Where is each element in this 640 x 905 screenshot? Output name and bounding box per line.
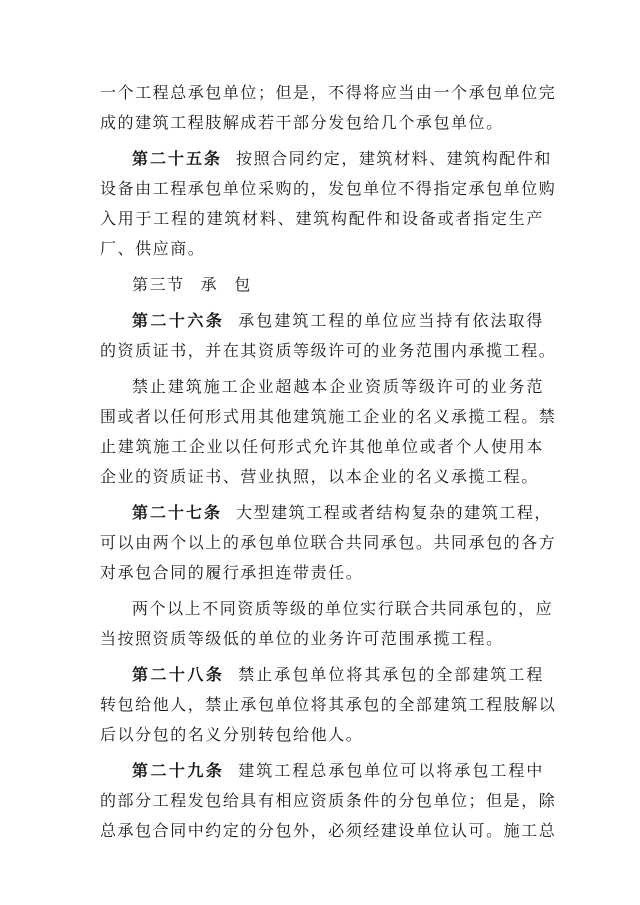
text-line: 对承包合同的履行承担连带责任。 (100, 563, 364, 582)
section-heading (100, 270, 544, 300)
text-line: 禁止承包单位将其承包的全部建筑工程 (238, 665, 544, 684)
article-25 (100, 144, 557, 264)
text-line: 按照合同约定，建筑材料、建筑构配件和 (236, 149, 552, 168)
text-line: 一个工程总承包单位；但是，不得将应当由一个承包单位完 (100, 83, 557, 102)
article-number: 第二十五条 (132, 149, 223, 168)
document-page (100, 78, 557, 846)
text-line: 止建筑施工企业以任何形式允许其他单位或者个人使用本 (100, 437, 544, 456)
text-line: 厂、供应商。 (100, 239, 206, 258)
article-26 (100, 306, 557, 366)
text-line: 两个以上不同资质等级的单位实行联合共同承包的，应 (132, 599, 554, 618)
text-line: 禁止建筑施工企业超越本企业资质等级许可的业务范 (132, 377, 544, 396)
text-line: 总承包合同中约定的分包外，必须经建设单位认可。施工总 (100, 821, 557, 840)
text-line: 可以由两个以上的承包单位联合共同承包。共同承包的各方 (100, 533, 557, 552)
article-number: 第二十七条 (132, 503, 223, 522)
text-line: 成的建筑工程肢解成若干部分发包给几个承包单位。 (100, 113, 504, 132)
text-line: 的部分工程发包给具有相应资质条件的分包单位；但是，除 (100, 791, 557, 810)
article-27 (100, 498, 557, 588)
text-line: 企业的资质证书、营业执照，以本企业的名义承揽工程。 (100, 467, 539, 486)
paragraph (100, 372, 557, 492)
section-word: 承 (200, 275, 219, 294)
paragraph (100, 594, 554, 654)
article-number: 第二十八条 (132, 665, 225, 684)
article-number: 第二十九条 (132, 761, 225, 780)
text-line: 转包给他人，禁止承包单位将其承包的全部建筑工程肢解以 (100, 695, 557, 714)
article-29 (100, 756, 557, 846)
paragraph (100, 78, 557, 138)
article-number: 第二十六条 (132, 311, 225, 330)
text-line: 当按照资质等级低的单位的业务许可范围承揽工程。 (100, 629, 504, 648)
text-line: 入用于工程的建筑材料、建筑构配件和设备或者指定生产 (100, 209, 544, 228)
article-28 (100, 660, 557, 750)
text-line: 大型建筑工程或者结构复杂的建筑工程， (236, 503, 552, 522)
text-line: 承包建筑工程的单位应当持有依法取得 (238, 311, 544, 330)
text-line: 后以分包的名义分别转包给他人。 (100, 725, 364, 744)
text-line: 的资质证书，并在其资质等级许可的业务范围内承揽工程。 (100, 341, 557, 360)
text-line: 设备由工程承包单位采购的，发包单位不得指定承包单位购 (100, 179, 557, 198)
text-line: 建筑工程总承包单位可以将承包工程中 (238, 761, 544, 780)
text-line: 围或者以任何形式用其他建筑施工企业的名义承揽工程。禁 (100, 407, 557, 426)
section-word: 包 (234, 275, 252, 294)
section-label: 第三节 (132, 275, 185, 294)
